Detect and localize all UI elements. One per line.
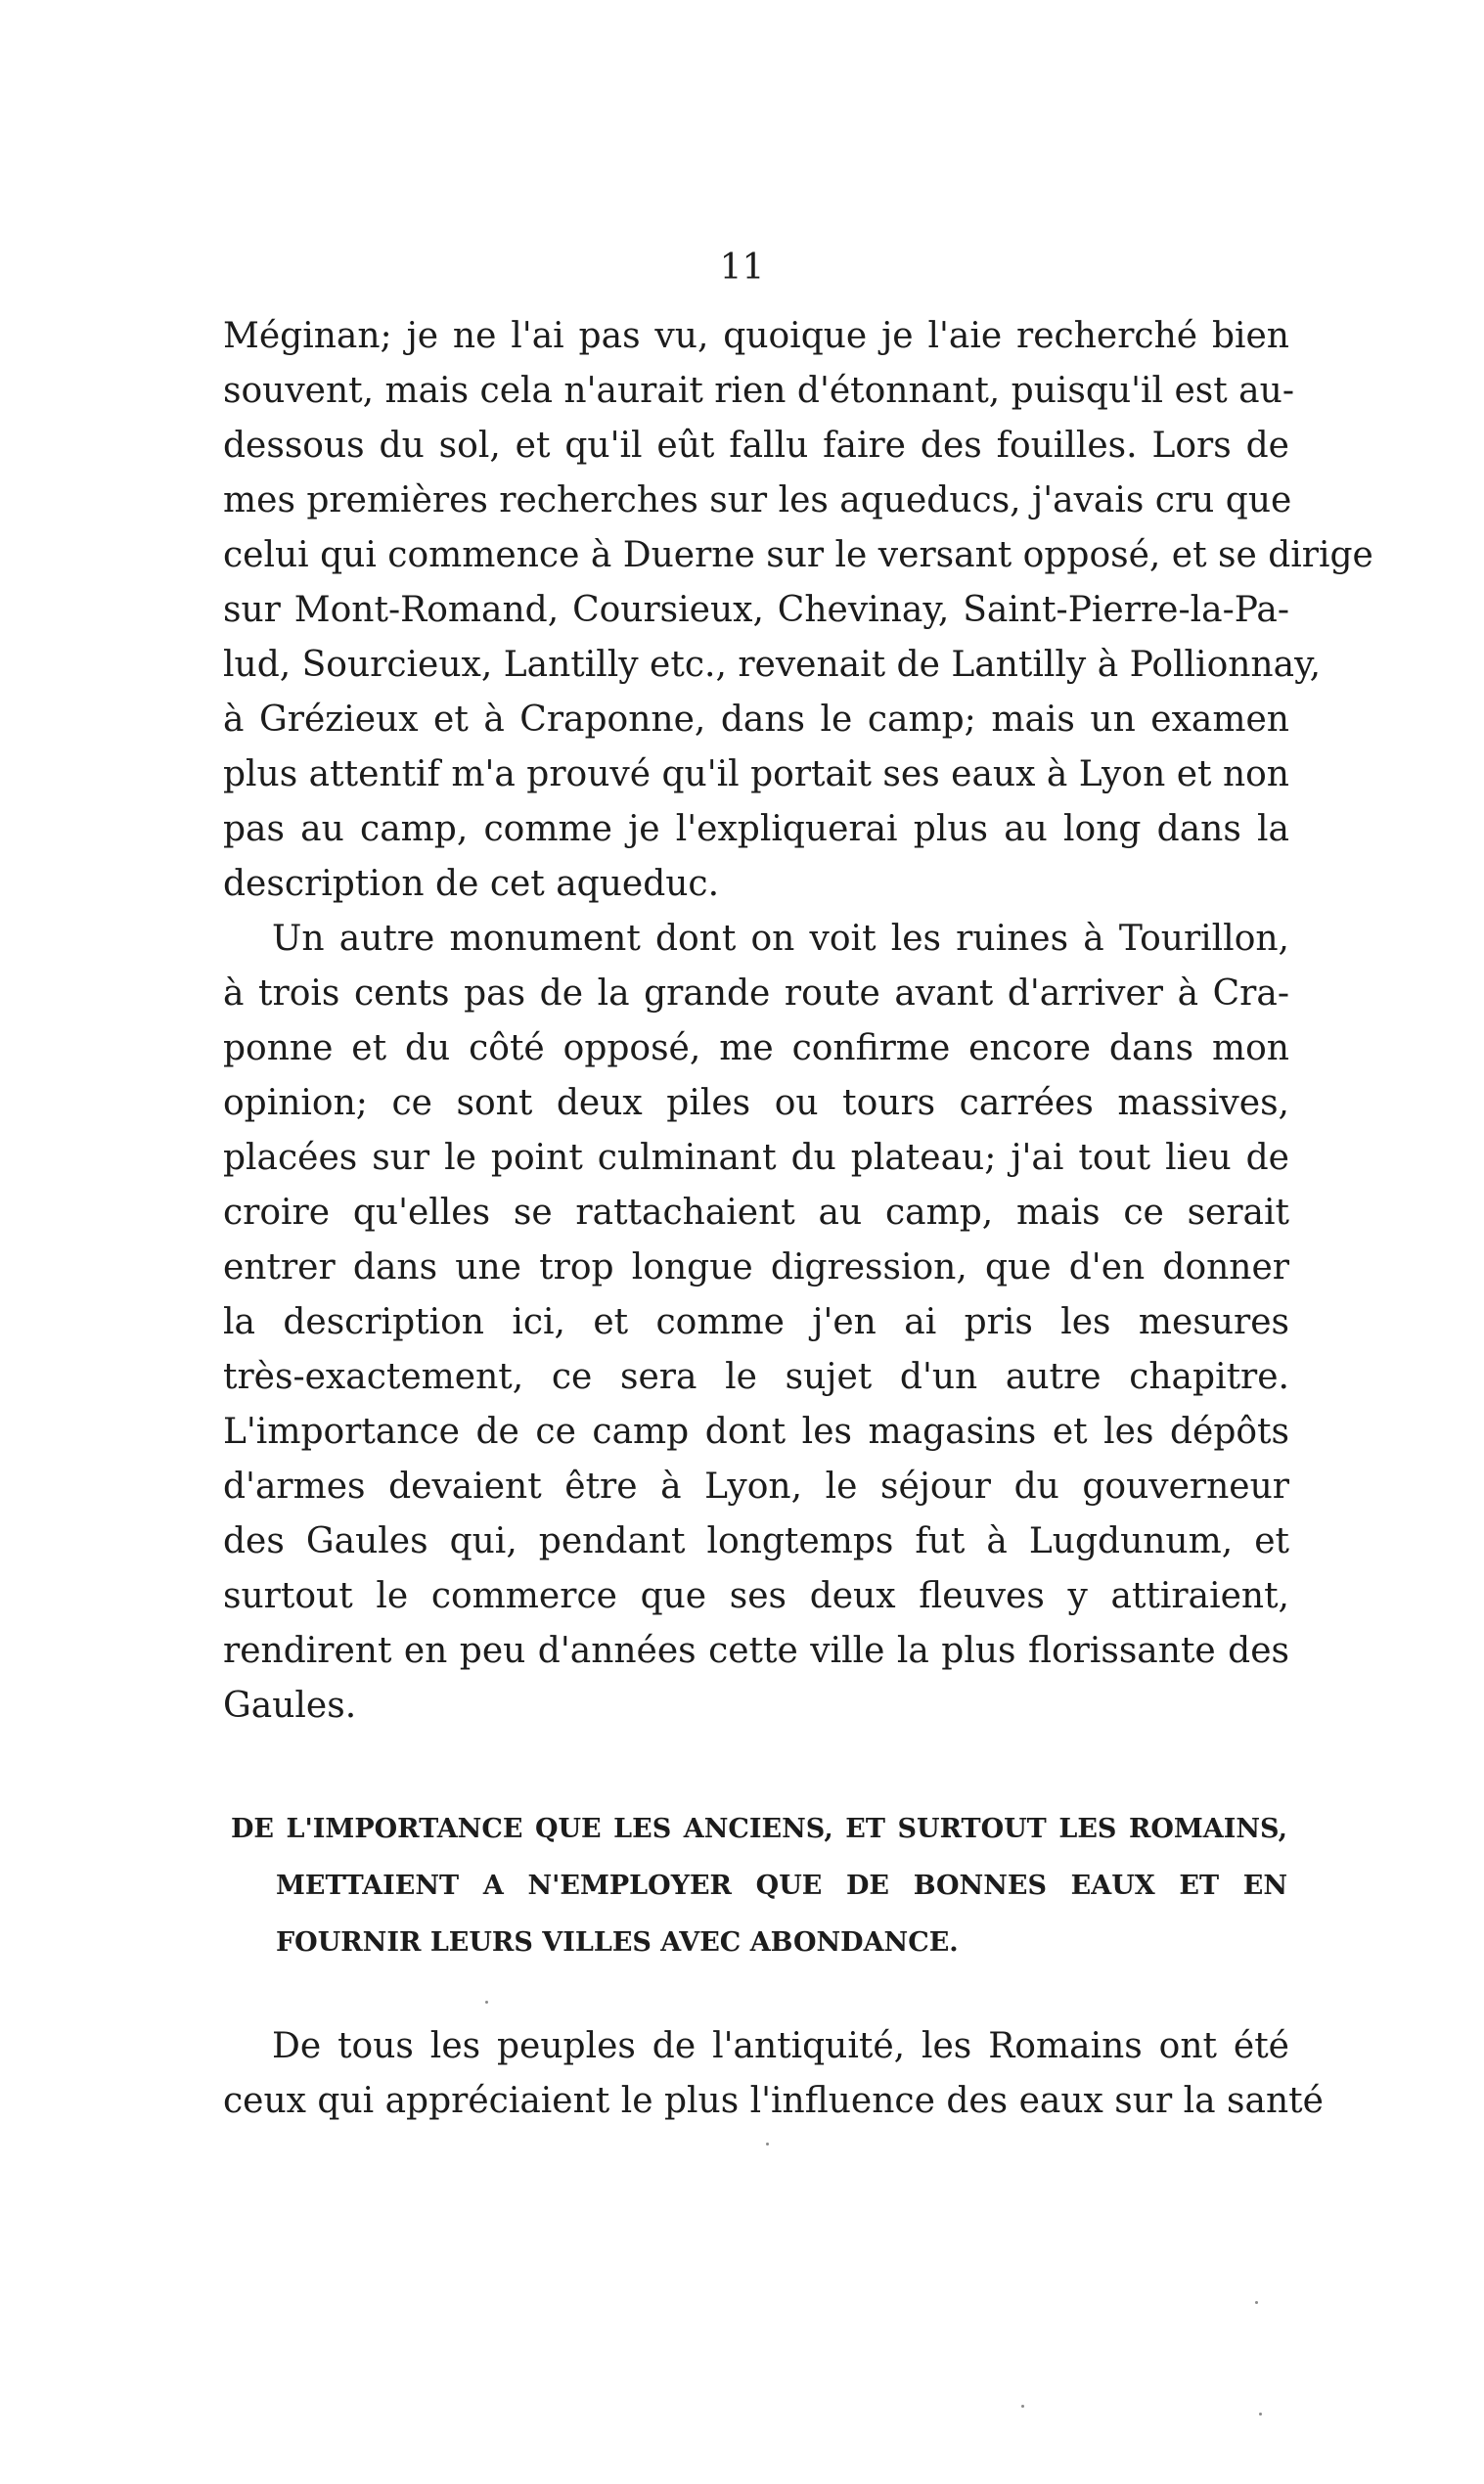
text-line: description de cet aqueduc. [223, 864, 720, 904]
text-line: très-exactement, ce sera le sujet d'un autre chapitre. [223, 1357, 1289, 1397]
text-line: souvent, mais cela n'aurait rien d'étonnant, puisqu'il est au- [223, 371, 1294, 411]
text-line: surtout le commerce que ses deux fleuves y attiraient, [223, 1576, 1289, 1616]
text-line: Gaules. [223, 1686, 357, 1726]
text-line: placées sur le point culminant du plateau; j'ai tout lieu de [223, 1138, 1289, 1178]
heading-line: FOURNIR LEURS VILLES AVEC ABONDANCE. [276, 1927, 959, 1958]
text-line: lud, Sourcieux, Lantilly etc., revenait de Lantilly à Pollionnay, [223, 645, 1322, 685]
text-line: Méginan; je ne l'ai pas vu, quoique je l'aie recherché bien [223, 316, 1289, 356]
text-line: pas au camp, comme je l'expliquerai plus au long dans la [223, 809, 1289, 849]
scan-speck [1255, 2301, 1258, 2304]
text-line: d'armes devaient être à Lyon, le séjour du gouverneur [223, 1467, 1289, 1507]
scan-speck [485, 2001, 488, 2004]
text-line: à trois cents pas de la grande route avant d'arriver à Cra- [223, 973, 1289, 1014]
text-line: croire qu'elles se rattachaient au camp, mais ce serait [223, 1193, 1289, 1233]
text-line: ponne et du côté opposé, me confirme encore dans mon [223, 1028, 1289, 1068]
text-line: mes premières recherches sur les aqueducs, j'avais cru que [223, 480, 1292, 520]
page-number: 11 [719, 248, 765, 288]
scan-speck [1259, 2413, 1262, 2416]
text-line: la description ici, et comme j'en ai pris les mesures [223, 1302, 1289, 1342]
text-line: Un autre monument dont on voit les ruines à Tourillon, [272, 919, 1289, 959]
heading-line: METTAIENT A N'EMPLOYER QUE DE BONNES EAUX ET EN [276, 1871, 1287, 1901]
text-line: plus attentif m'a prouvé qu'il portait ses eaux à Lyon et non [223, 754, 1289, 794]
text-line: sur Mont-Romand, Coursieux, Chevinay, Saint-Pierre-la-Pa- [223, 590, 1289, 630]
text-line: L'importance de ce camp dont les magasins et les dépôts [223, 1412, 1289, 1452]
scan-speck [766, 2143, 769, 2145]
heading-line: DE L'IMPORTANCE QUE LES ANCIENS, ET SURTOUT LES ROMAINS, [231, 1814, 1287, 1844]
scan-speck [1021, 2405, 1024, 2408]
text-line: De tous les peuples de l'antiquité, les Romains ont été [272, 2026, 1289, 2066]
text-line: des Gaules qui, pendant longtemps fut à Lugdunum, et [223, 1521, 1289, 1561]
text-line: ceux qui appréciaient le plus l'influence des eaux sur la santé [223, 2081, 1324, 2121]
text-line: rendirent en peu d'années cette ville la plus florissante des [223, 1631, 1289, 1671]
text-line: opinion; ce sont deux piles ou tours carrées massives, [223, 1083, 1289, 1123]
text-line: à Grézieux et à Craponne, dans le camp; mais un examen [223, 700, 1289, 740]
text-line: entrer dans une trop longue digression, que d'en donner [223, 1247, 1289, 1287]
text-line: celui qui commence à Duerne sur le versant opposé, et se dirige [223, 535, 1373, 575]
text-line: dessous du sol, et qu'il eût fallu faire des fouilles. Lors de [223, 426, 1289, 466]
